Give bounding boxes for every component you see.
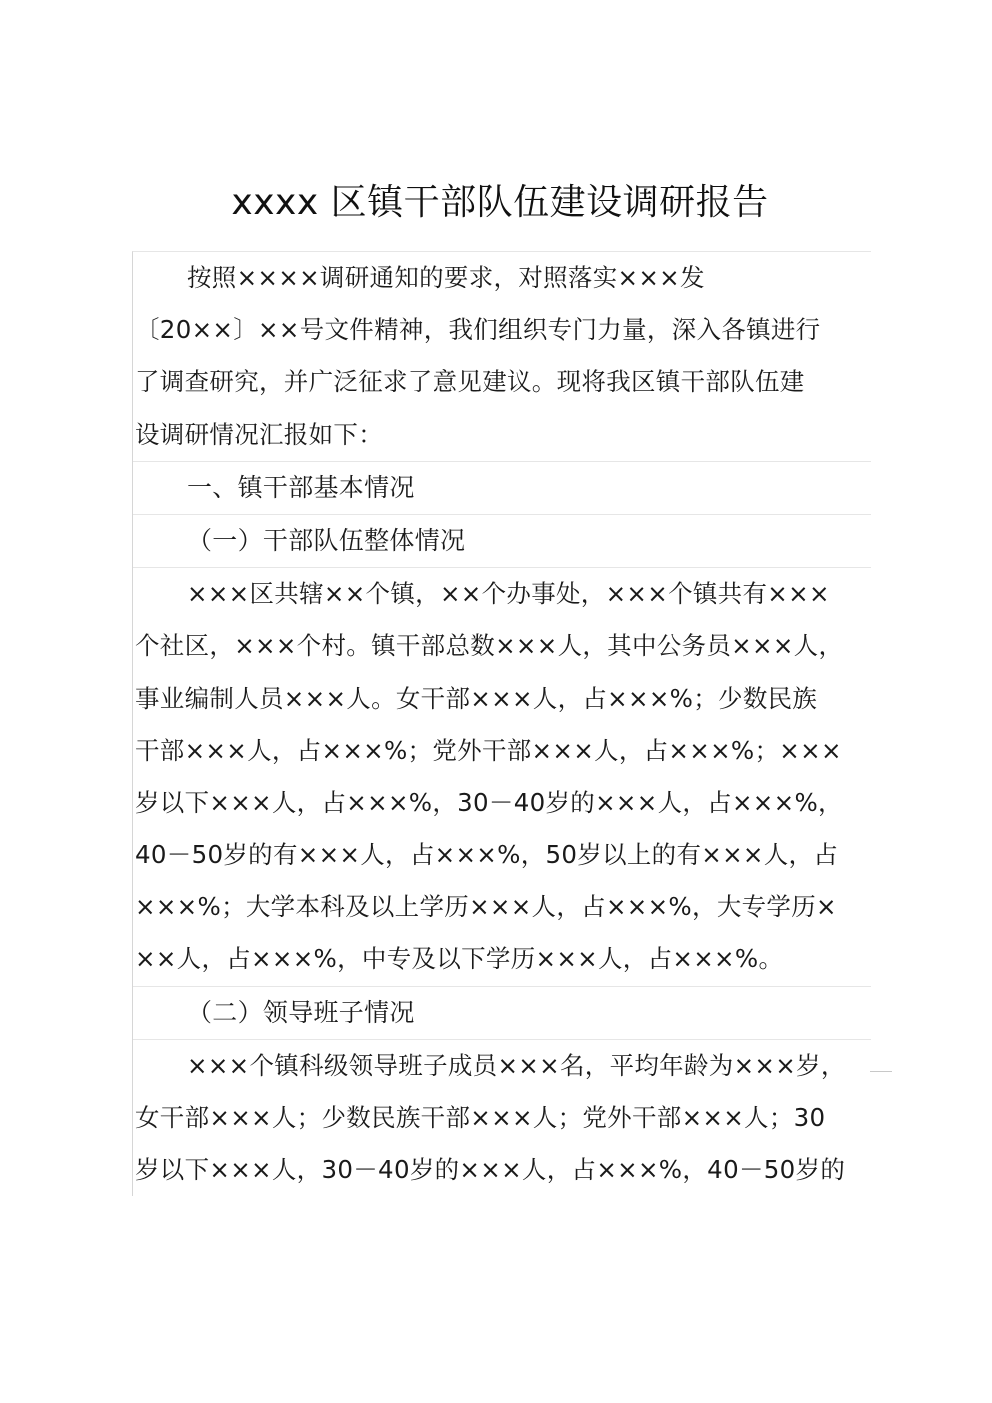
paragraph-line: 岁以下×××人，占×××%，30－40岁的×××人，占×××%， [135,787,843,817]
paragraph-line: 设调研情况汇报如下： [135,419,383,449]
paragraph-line: ×××%；大学本科及以上学历×××人，占×××%，大专学历× [135,892,837,922]
margin-rule [870,1071,892,1072]
paragraph-line: 女干部×××人；少数民族干部×××人；党外干部×××人；30 [135,1103,826,1132]
paragraph-line: ××人，占×××%，中专及以下学历×××人，占×××%。 [135,944,784,974]
paragraph-line: 40－50岁的有×××人，占×××%，50岁以上的有×××人，占 [135,840,839,870]
section-heading [133,462,871,515]
paragraph-line: ×××个镇科级领导班子成员×××名，平均年龄为×××岁， [187,1050,846,1080]
paragraph-line: 干部×××人，占×××%；党外干部×××人，占×××%；××× [135,735,842,765]
paragraph-line: 岁以下×××人，30－40岁的×××人，占×××%，40－50岁的 [135,1155,846,1185]
paragraph-line: 个社区，×××个村。镇干部总数×××人，其中公务员×××人， [135,631,844,661]
subsection-heading [133,987,871,1040]
paragraph-line: ×××区共辖××个镇，××个办事处，×××个镇共有××× [187,579,830,609]
subsection-heading [133,515,871,568]
page-title: xxxx 区镇干部队伍建设调研报告 [231,182,769,223]
heading-text: （二）领导班子情况 [187,997,415,1027]
intro-paragraph [133,252,871,462]
heading-text: （一）干部队伍整体情况 [187,525,466,555]
paragraph-line: 了调查研究，并广泛征求了意见建议。现将我区镇干部队伍建 [135,367,805,397]
paragraph-line: 〔20××〕××号文件精神，我们组织专门力量，深入各镇进行 [135,315,821,345]
overall-paragraph [133,568,871,987]
paragraph-line: 事业编制人员×××人。女干部×××人，占×××%；少数民族 [135,683,818,713]
paragraph-line: 按照××××调研通知的要求，对照落实×××发 [187,263,705,292]
leadership-paragraph [133,1040,871,1197]
document-body [132,251,871,1196]
heading-text: 一、镇干部基本情况 [187,472,415,502]
